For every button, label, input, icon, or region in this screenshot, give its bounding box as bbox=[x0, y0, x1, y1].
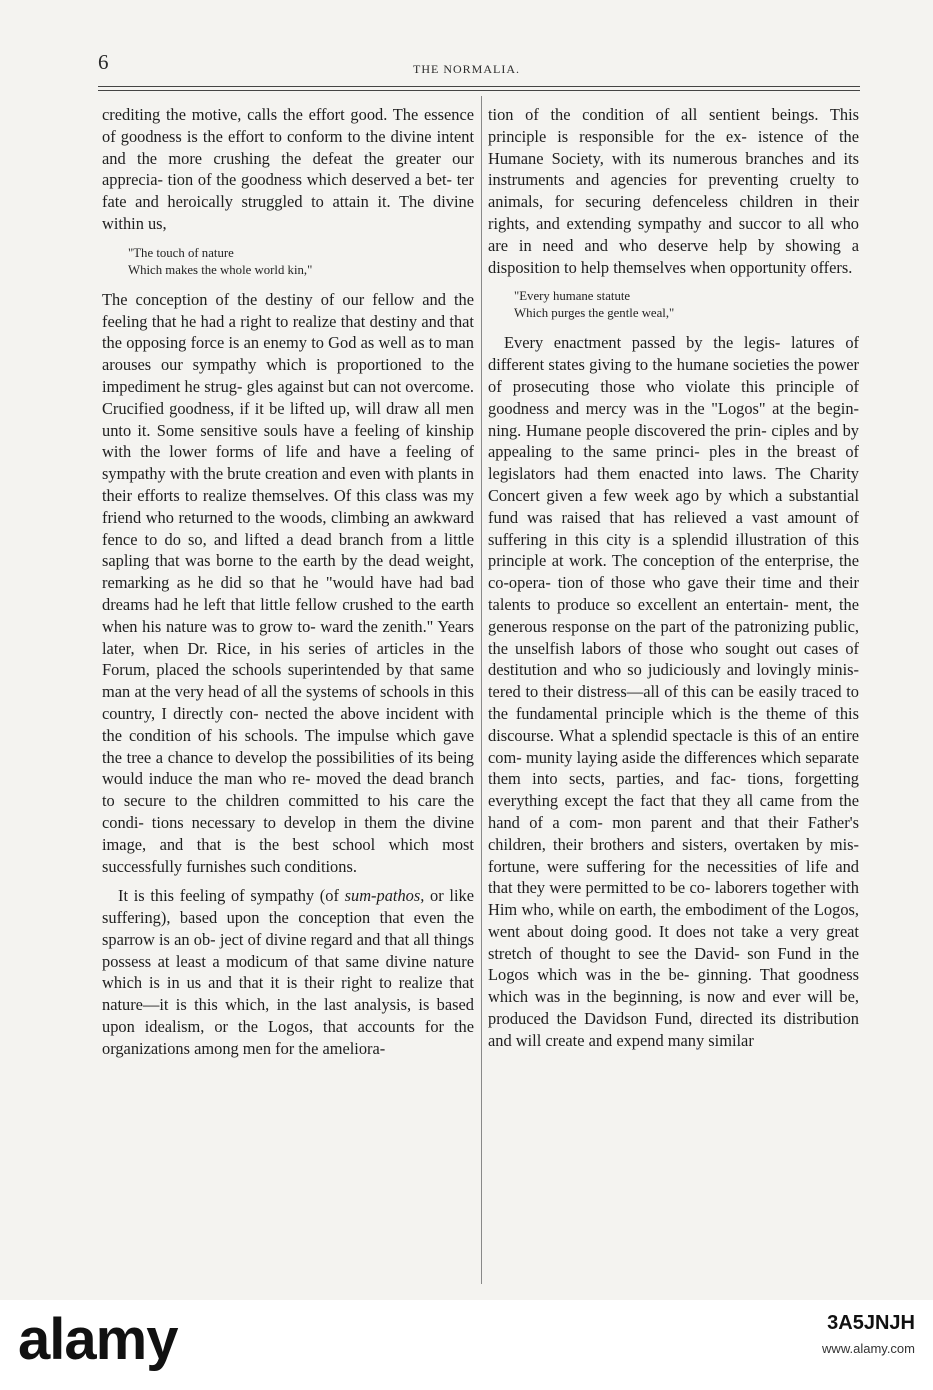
left-p3-start: It is this feeling of sympathy (of bbox=[118, 886, 345, 906]
right-quote-line-2: Which purges the gentle weal," bbox=[514, 306, 675, 321]
left-quote-line-2: Which makes the whole world kin," bbox=[128, 262, 313, 277]
left-p3-rest: or like suffering), based upon the conception that even the sparrow is an ob- ject of divine regard and that all things possess at least a modicum of that same divine nature which is in us and that it is their right to realize that nature—it is this which, in the last analysis, is based upon idealism, or the Logos, that accounts for the organizations among men for the ameliora- bbox=[102, 886, 474, 1058]
running-head: THE NORMALIA. bbox=[413, 62, 520, 76]
page-number: 6 bbox=[98, 50, 109, 74]
left-verse-quote bbox=[128, 245, 474, 279]
left-column bbox=[102, 104, 474, 1060]
header-rule-top bbox=[98, 86, 860, 87]
right-verse-quote bbox=[514, 288, 859, 322]
header-rule-bottom bbox=[98, 90, 860, 91]
watermark-logo: alamy bbox=[18, 1307, 178, 1372]
column-divider bbox=[481, 96, 482, 1284]
left-paragraph-3 bbox=[102, 885, 474, 1059]
right-column bbox=[488, 104, 859, 1052]
watermark-image-id: 3A5JNJH bbox=[827, 1312, 915, 1334]
watermark-footer: www.alamy.com bbox=[822, 1341, 915, 1356]
left-paragraph-1: crediting the motive, calls the effort good. The essence of goodness is the effort to conform to the divine intent and the more crushing the defeat the greater our apprecia- tion of the goodness which deserved a bet- ter fate and heroically struggled to attain it. The divine within us, bbox=[102, 105, 474, 233]
right-paragraph-2: Every enactment passed by the legis- latures of different states giving to the humane societies the power of prosecuting those who violate this principle of goodness and mercy was in the "Logos" at the begin- ning. Humane people discovered the prin- ciples and by appealing to the same princi- ples in the breast of legislators had them enacted into laws. The Charity Concert given a few week ago by which a substantial fund was raised that has relieved a vast amount of suffering in this city is a splendid illustration of this principle at work. The conception of the enterprise, the co-opera- tion of those who gave their time and their talents to produce so excellent an entertain- ment, the generous response on the part of the patronizing public, the unselfish labors of those who sought out cases of destitution and who so judiciously and lovingly minis- tered to their distress—all of this can be easily traced to the fundamental principle which is the theme of this discourse. What a splendid spectacle is this of an entire com- munity laying aside the differences which separate them into sects, parties, and fac- tions, forgetting everything except the fact that they all came from the hand of a com- mon parent and that their Father's children, their brothers and sisters, overtaken by mis- fortune, were suffering for the necessities of life and that they were permitted to be co- laborers together with Him who, while on earth, the embodiment of the Logos, went about doing good. It does not take a very great stretch of thought to see the David- son Fund in the Logos which was in the be- ginning. That goodness which was in the beginning, is now and ever will be, produced the Davidson Fund, directed its distribution and will create and expend many similar bbox=[488, 333, 859, 1050]
left-p3-italic: sum-pathos, bbox=[344, 886, 425, 906]
left-paragraph-2: The conception of the destiny of our fellow and the feeling that he had a right to realize that destiny and that the opposing force is an enemy to God as well as to man arouses our sympathy which is proportioned to the impediment he strug- gles against but can not overcome. Crucified goodness, if it be lifted up, will draw all men unto it. Some sensitive souls have a feeling of kinship with the lower forms of life and have a feeling of sympathy with the brute creation and even with plants in their efforts to realize themselves. Of this class was my friend who returned to the woods, climbing an awkward fence to do so, and lifted a dead branch from a little sapling that was borne to the earth by the dead weight, remarking as he did so that he "would have had bad dreams had he left that little fellow crushed to the earth when his nature was to grow to- ward the zenith." Years later, when Dr. Rice, in his series of articles in the Forum, placed the schools superintended by that same man at the very head of all the systems of schools in this country, I directly con- nected the above incident with the condition of his schools. The impulse which gave the tree a chance to develop the possibilities of its being would induce the man who re- moved the dead branch to secure to the children committed to his care the condi- tions necessary to develop in them the divine image, and that is the best school which most successfully furnishes such conditions. bbox=[102, 289, 474, 876]
left-quote-line-1: "The touch of nature bbox=[128, 245, 234, 260]
right-quote-line-1: "Every humane statute bbox=[514, 289, 631, 304]
right-paragraph-1: tion of the condition of all sentient beings. This principle is responsible for the ex- istence of the Humane Society, with its numerous branches and its instruments and agencies for preventing cruelty to animals, for securing defenceless children in their rights, and extending sympathy and succor to all who are in need and who deserve help by showing a disposition to help themselves when opportunity offers. bbox=[488, 105, 859, 277]
